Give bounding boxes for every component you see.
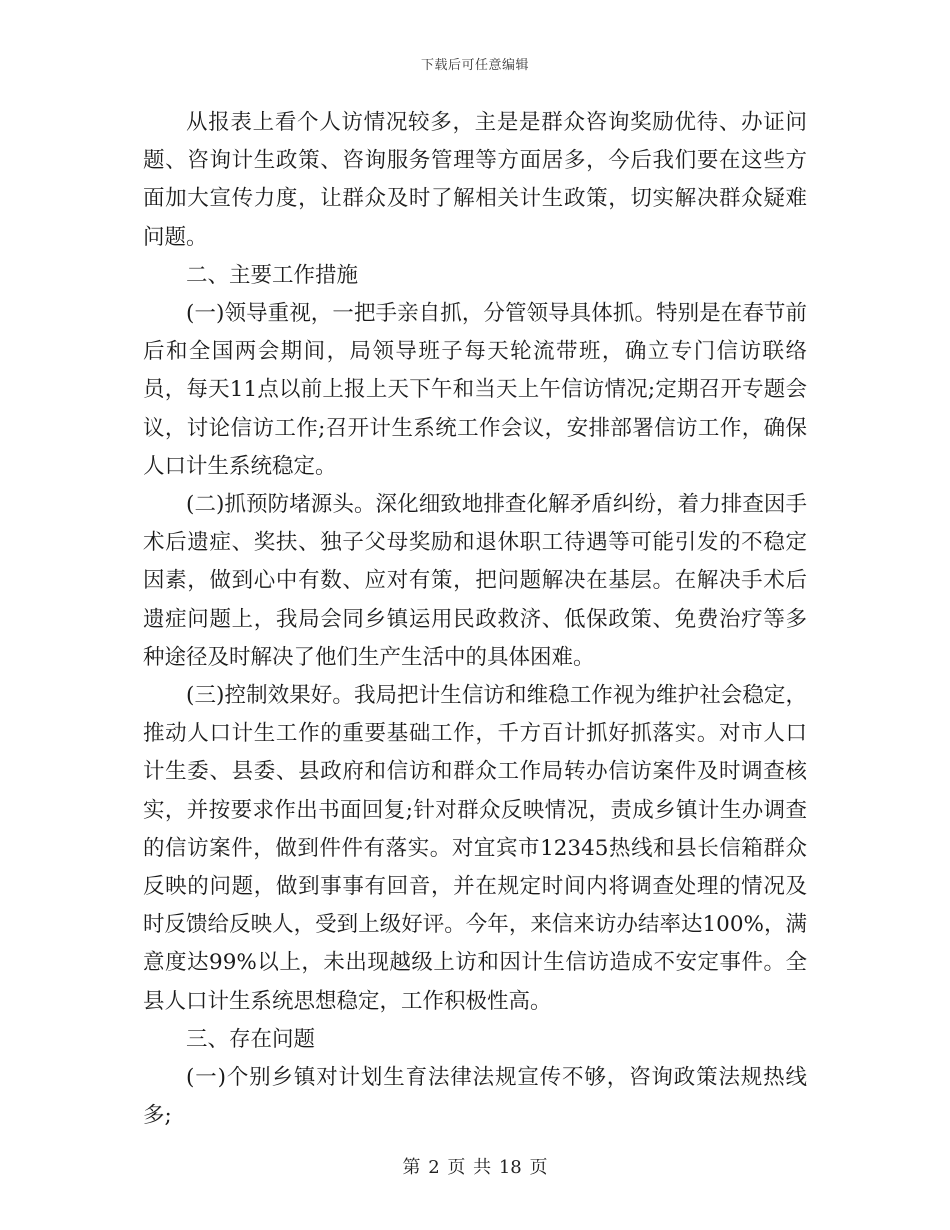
paragraph-measure-2: (二)抓预防堵源头。深化细致地排查化解矛盾纠纷，着力排查因手术后遗症、奖扶、独子父母奖励和退休职工待遇等可能引发的不稳定因素，做到心中有数、应对有策，把问题解决在基层。在解决手术后遗症问题上，我局会同乡镇运用民政救济、低保政策、免费治疗等多种途径及时解决了他们生产生活中的具体困难。 [143, 492, 807, 670]
paragraph-measure-3: (三)控制效果好。我局把计生信访和维稳工作视为维护社会稳定，推动人口计生工作的重要基础工作，千方百计抓好抓落实。对市人口计生委、县委、县政府和信访和群众工作局转办信访案件及时调查核实，并按要求作出书面回复;针对群众反映情况，责成乡镇计生办调查的信访案件，做到件件有落实。对宜宾市12345热线和县长信箱群众反映的问题，做到事事有回音，并在规定时间内将调查处理的情况及时反馈给反映人，受到上级好评。今年，来信来访办结率达100%，满意度达99%以上，未出现越级上访和因计生信访造成不安定事件。全县人口计生系统思想稳定，工作积极性高。 [143, 683, 807, 1014]
paragraph-problem-1: (一)个别乡镇对计划生育法律法规宣传不够，咨询政策法规热线多; [143, 1065, 807, 1129]
page-header: 下载后可任意编辑 [420, 58, 529, 73]
paragraph-measure-1: (一)领导重视，一把手亲自抓，分管领导具体抓。特别是在春节前后和全国两会期间，局领导班子每天轮流带班，确立专门信访联络员，每天11点以前上报上天下午和当天上午信访情况;定期召开专题会议，讨论信访工作;召开计生系统工作会议，安排部署信访工作，确保人口计生系统稳定。 [143, 301, 807, 479]
section-heading-problems: 三、存在问题 [186, 1026, 316, 1052]
section-heading-measures: 二、主要工作措施 [186, 262, 359, 288]
page-number-footer: 第 2 页 共 18 页 [402, 1157, 548, 1178]
document-body [143, 104, 807, 1135]
paragraph-report-summary: 从报表上看个人访情况较多，主是是群众咨询奖励优待、办证问题、咨询计生政策、咨询服务管理等方面居多，今后我们要在这些方面加大宣传力度，让群众及时了解相关计生政策，切实解决群众疑难问题。 [143, 110, 807, 250]
